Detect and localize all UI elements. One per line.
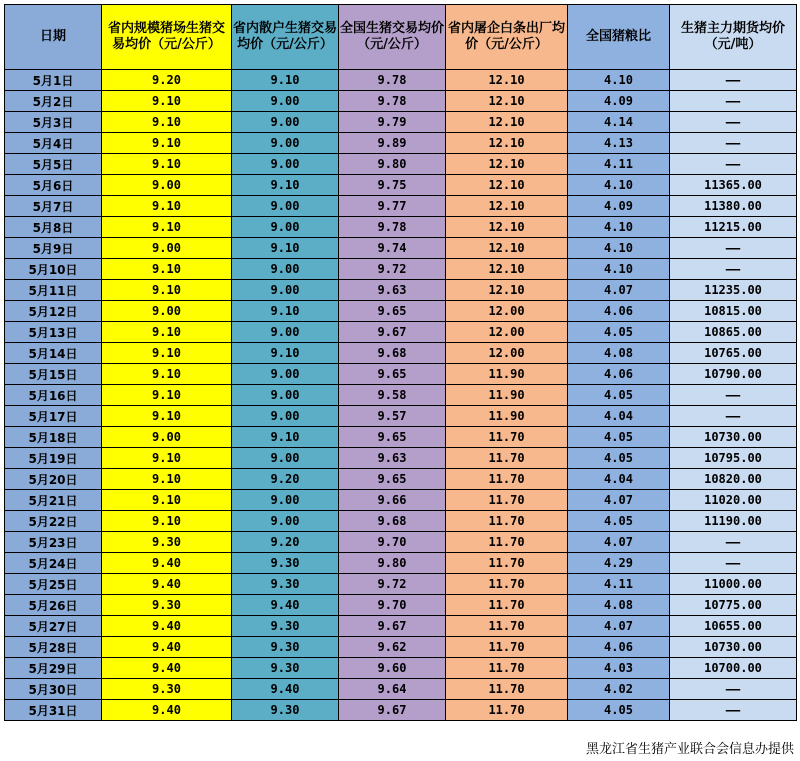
table-row (5, 175, 797, 196)
cell-large-farm-price: 9.40 (102, 658, 232, 679)
cell-national-price: 9.72 (339, 574, 446, 595)
cell-carcass-price: 11.70 (446, 511, 568, 532)
cell-carcass-price: 12.00 (446, 322, 568, 343)
cell-hog-grain-ratio: 4.05 (568, 700, 670, 721)
cell-large-farm-price: 9.40 (102, 553, 232, 574)
cell-large-farm-price: 9.10 (102, 511, 232, 532)
cell-hog-grain-ratio: 4.07 (568, 616, 670, 637)
cell-national-price: 9.65 (339, 469, 446, 490)
cell-futures-price: —— (670, 70, 797, 91)
table-row (5, 700, 797, 721)
cell-futures-price: —— (670, 406, 797, 427)
cell-carcass-price: 12.00 (446, 343, 568, 364)
header-province-smallholder-price: 省内散户生猪交易均价（元/公斤） (232, 5, 339, 70)
cell-national-price: 9.74 (339, 238, 446, 259)
table-row (5, 133, 797, 154)
cell-carcass-price: 12.10 (446, 112, 568, 133)
cell-smallholder-price: 9.00 (232, 133, 339, 154)
cell-smallholder-price: 9.30 (232, 574, 339, 595)
cell-smallholder-price: 9.00 (232, 406, 339, 427)
table-row (5, 112, 797, 133)
cell-date: 5月9日 (5, 238, 102, 259)
cell-date: 5月31日 (5, 700, 102, 721)
cell-carcass-price: 11.90 (446, 406, 568, 427)
header-date: 日期 (5, 5, 102, 70)
cell-hog-grain-ratio: 4.10 (568, 70, 670, 91)
table-row (5, 385, 797, 406)
cell-smallholder-price: 9.40 (232, 595, 339, 616)
table-row (5, 343, 797, 364)
table-row (5, 154, 797, 175)
cell-hog-grain-ratio: 4.07 (568, 280, 670, 301)
cell-date: 5月25日 (5, 574, 102, 595)
table-row (5, 196, 797, 217)
cell-large-farm-price: 9.40 (102, 700, 232, 721)
cell-futures-price: 10795.00 (670, 448, 797, 469)
cell-hog-grain-ratio: 4.05 (568, 385, 670, 406)
cell-carcass-price: 12.10 (446, 133, 568, 154)
cell-hog-grain-ratio: 4.08 (568, 595, 670, 616)
cell-date: 5月26日 (5, 595, 102, 616)
cell-date: 5月20日 (5, 469, 102, 490)
table-row (5, 322, 797, 343)
cell-national-price: 9.79 (339, 112, 446, 133)
source-note: 黑龙江省生猪产业联合会信息办提供 (585, 742, 794, 757)
table-row (5, 259, 797, 280)
cell-date: 5月29日 (5, 658, 102, 679)
cell-smallholder-price: 9.30 (232, 637, 339, 658)
cell-futures-price: 11190.00 (670, 511, 797, 532)
table-row (5, 637, 797, 658)
cell-futures-price: 10815.00 (670, 301, 797, 322)
cell-hog-grain-ratio: 4.05 (568, 511, 670, 532)
cell-futures-price: 11215.00 (670, 217, 797, 238)
cell-national-price: 9.77 (339, 196, 446, 217)
table-row (5, 70, 797, 91)
cell-large-farm-price: 9.30 (102, 595, 232, 616)
cell-date: 5月18日 (5, 427, 102, 448)
cell-carcass-price: 11.70 (446, 700, 568, 721)
table-row (5, 595, 797, 616)
cell-date: 5月6日 (5, 175, 102, 196)
cell-national-price: 9.78 (339, 70, 446, 91)
table-row (5, 364, 797, 385)
cell-national-price: 9.78 (339, 91, 446, 112)
cell-smallholder-price: 9.30 (232, 700, 339, 721)
cell-futures-price: —— (670, 553, 797, 574)
cell-large-farm-price: 9.10 (102, 217, 232, 238)
table-row (5, 301, 797, 322)
cell-hog-grain-ratio: 4.10 (568, 238, 670, 259)
cell-large-farm-price: 9.10 (102, 259, 232, 280)
cell-carcass-price: 11.70 (446, 616, 568, 637)
cell-hog-grain-ratio: 4.10 (568, 217, 670, 238)
cell-date: 5月5日 (5, 154, 102, 175)
cell-hog-grain-ratio: 4.06 (568, 364, 670, 385)
cell-carcass-price: 11.70 (446, 595, 568, 616)
cell-national-price: 9.63 (339, 280, 446, 301)
cell-futures-price: 10765.00 (670, 343, 797, 364)
cell-carcass-price: 12.10 (446, 196, 568, 217)
cell-national-price: 9.68 (339, 511, 446, 532)
cell-large-farm-price: 9.10 (102, 343, 232, 364)
cell-date: 5月23日 (5, 532, 102, 553)
header-futures-price: 生猪主力期货均价（元/吨） (670, 5, 797, 70)
cell-large-farm-price: 9.10 (102, 154, 232, 175)
cell-date: 5月2日 (5, 91, 102, 112)
cell-date: 5月10日 (5, 259, 102, 280)
cell-carcass-price: 12.10 (446, 217, 568, 238)
cell-smallholder-price: 9.30 (232, 616, 339, 637)
cell-futures-price: —— (670, 91, 797, 112)
cell-date: 5月3日 (5, 112, 102, 133)
cell-hog-grain-ratio: 4.09 (568, 196, 670, 217)
cell-smallholder-price: 9.10 (232, 427, 339, 448)
header-hog-grain-ratio: 全国猪粮比 (568, 5, 670, 70)
table-row (5, 217, 797, 238)
cell-smallholder-price: 9.00 (232, 196, 339, 217)
cell-carcass-price: 11.70 (446, 448, 568, 469)
cell-futures-price: 11365.00 (670, 175, 797, 196)
cell-futures-price: 11380.00 (670, 196, 797, 217)
cell-carcass-price: 12.10 (446, 238, 568, 259)
cell-national-price: 9.80 (339, 154, 446, 175)
cell-hog-grain-ratio: 4.11 (568, 154, 670, 175)
cell-date: 5月16日 (5, 385, 102, 406)
cell-futures-price: —— (670, 700, 797, 721)
cell-date: 5月4日 (5, 133, 102, 154)
cell-national-price: 9.89 (339, 133, 446, 154)
cell-futures-price: 10655.00 (670, 616, 797, 637)
cell-date: 5月17日 (5, 406, 102, 427)
cell-hog-grain-ratio: 4.06 (568, 637, 670, 658)
cell-hog-grain-ratio: 4.05 (568, 322, 670, 343)
cell-large-farm-price: 9.40 (102, 616, 232, 637)
cell-date: 5月8日 (5, 217, 102, 238)
cell-smallholder-price: 9.00 (232, 511, 339, 532)
cell-large-farm-price: 9.10 (102, 112, 232, 133)
cell-hog-grain-ratio: 4.02 (568, 679, 670, 700)
cell-national-price: 9.64 (339, 679, 446, 700)
price-table (4, 4, 797, 721)
cell-smallholder-price: 9.40 (232, 679, 339, 700)
cell-national-price: 9.68 (339, 343, 446, 364)
cell-hog-grain-ratio: 4.04 (568, 469, 670, 490)
cell-smallholder-price: 9.00 (232, 280, 339, 301)
cell-date: 5月24日 (5, 553, 102, 574)
cell-hog-grain-ratio: 4.04 (568, 406, 670, 427)
cell-futures-price: 10865.00 (670, 322, 797, 343)
cell-futures-price: 11235.00 (670, 280, 797, 301)
cell-national-price: 9.70 (339, 532, 446, 553)
cell-smallholder-price: 9.00 (232, 154, 339, 175)
cell-futures-price: —— (670, 532, 797, 553)
cell-futures-price: 10700.00 (670, 658, 797, 679)
header-province-large-farm-price: 省内规模猪场生猪交易均价（元/公斤） (102, 5, 232, 70)
cell-hog-grain-ratio: 4.29 (568, 553, 670, 574)
cell-carcass-price: 11.70 (446, 469, 568, 490)
cell-smallholder-price: 9.30 (232, 553, 339, 574)
cell-large-farm-price: 9.10 (102, 322, 232, 343)
cell-carcass-price: 11.70 (446, 574, 568, 595)
cell-carcass-price: 11.70 (446, 490, 568, 511)
cell-carcass-price: 11.70 (446, 658, 568, 679)
cell-smallholder-price: 9.10 (232, 343, 339, 364)
cell-futures-price: —— (670, 238, 797, 259)
cell-futures-price: 10790.00 (670, 364, 797, 385)
cell-large-farm-price: 9.30 (102, 532, 232, 553)
cell-carcass-price: 11.70 (446, 427, 568, 448)
cell-national-price: 9.65 (339, 427, 446, 448)
cell-large-farm-price: 9.10 (102, 385, 232, 406)
cell-large-farm-price: 9.10 (102, 280, 232, 301)
cell-smallholder-price: 9.00 (232, 112, 339, 133)
cell-date: 5月14日 (5, 343, 102, 364)
cell-large-farm-price: 9.10 (102, 406, 232, 427)
cell-date: 5月13日 (5, 322, 102, 343)
cell-date: 5月30日 (5, 679, 102, 700)
cell-hog-grain-ratio: 4.07 (568, 490, 670, 511)
table-row (5, 469, 797, 490)
cell-futures-price: —— (670, 154, 797, 175)
cell-national-price: 9.67 (339, 616, 446, 637)
cell-smallholder-price: 9.00 (232, 385, 339, 406)
cell-hog-grain-ratio: 4.10 (568, 175, 670, 196)
table-row (5, 511, 797, 532)
cell-smallholder-price: 9.10 (232, 301, 339, 322)
cell-large-farm-price: 9.10 (102, 448, 232, 469)
cell-large-farm-price: 9.20 (102, 70, 232, 91)
cell-large-farm-price: 9.40 (102, 574, 232, 595)
cell-hog-grain-ratio: 4.03 (568, 658, 670, 679)
cell-national-price: 9.67 (339, 700, 446, 721)
cell-large-farm-price: 9.10 (102, 469, 232, 490)
cell-large-farm-price: 9.10 (102, 196, 232, 217)
cell-date: 5月27日 (5, 616, 102, 637)
cell-large-farm-price: 9.40 (102, 637, 232, 658)
table-row (5, 532, 797, 553)
table-row (5, 280, 797, 301)
cell-smallholder-price: 9.10 (232, 70, 339, 91)
table-row (5, 91, 797, 112)
cell-large-farm-price: 9.10 (102, 133, 232, 154)
cell-hog-grain-ratio: 4.10 (568, 259, 670, 280)
cell-national-price: 9.60 (339, 658, 446, 679)
cell-national-price: 9.70 (339, 595, 446, 616)
cell-national-price: 9.63 (339, 448, 446, 469)
cell-smallholder-price: 9.20 (232, 469, 339, 490)
cell-hog-grain-ratio: 4.09 (568, 91, 670, 112)
cell-carcass-price: 12.10 (446, 91, 568, 112)
cell-hog-grain-ratio: 4.08 (568, 343, 670, 364)
cell-date: 5月28日 (5, 637, 102, 658)
table-row (5, 448, 797, 469)
cell-large-farm-price: 9.00 (102, 427, 232, 448)
cell-smallholder-price: 9.00 (232, 490, 339, 511)
table-row (5, 616, 797, 637)
cell-smallholder-price: 9.20 (232, 532, 339, 553)
cell-large-farm-price: 9.00 (102, 175, 232, 196)
cell-futures-price: 10775.00 (670, 595, 797, 616)
table-row (5, 238, 797, 259)
table-row (5, 406, 797, 427)
cell-carcass-price: 12.10 (446, 259, 568, 280)
header-row (5, 5, 797, 70)
cell-carcass-price: 11.90 (446, 385, 568, 406)
cell-hog-grain-ratio: 4.11 (568, 574, 670, 595)
cell-date: 5月7日 (5, 196, 102, 217)
cell-smallholder-price: 9.00 (232, 322, 339, 343)
cell-futures-price: 10820.00 (670, 469, 797, 490)
table-body (5, 70, 797, 721)
cell-large-farm-price: 9.30 (102, 679, 232, 700)
cell-smallholder-price: 9.00 (232, 91, 339, 112)
cell-smallholder-price: 9.00 (232, 364, 339, 385)
cell-large-farm-price: 9.10 (102, 91, 232, 112)
header-national-hog-price: 全国生猪交易均价（元/公斤） (339, 5, 446, 70)
cell-national-price: 9.57 (339, 406, 446, 427)
cell-national-price: 9.65 (339, 364, 446, 385)
table-row (5, 490, 797, 511)
cell-date: 5月11日 (5, 280, 102, 301)
cell-national-price: 9.72 (339, 259, 446, 280)
cell-carcass-price: 12.10 (446, 70, 568, 91)
cell-futures-price: —— (670, 679, 797, 700)
cell-carcass-price: 12.10 (446, 175, 568, 196)
header-carcass-exfactory-price: 省内屠企白条出厂均价（元/公斤） (446, 5, 568, 70)
cell-date: 5月15日 (5, 364, 102, 385)
cell-carcass-price: 11.70 (446, 637, 568, 658)
cell-futures-price: 10730.00 (670, 427, 797, 448)
cell-date: 5月1日 (5, 70, 102, 91)
cell-national-price: 9.66 (339, 490, 446, 511)
cell-smallholder-price: 9.00 (232, 259, 339, 280)
cell-large-farm-price: 9.00 (102, 301, 232, 322)
cell-national-price: 9.75 (339, 175, 446, 196)
cell-carcass-price: 12.00 (446, 301, 568, 322)
cell-national-price: 9.62 (339, 637, 446, 658)
cell-futures-price: 11000.00 (670, 574, 797, 595)
cell-large-farm-price: 9.00 (102, 238, 232, 259)
cell-smallholder-price: 9.10 (232, 238, 339, 259)
cell-smallholder-price: 9.30 (232, 658, 339, 679)
cell-national-price: 9.78 (339, 217, 446, 238)
cell-date: 5月21日 (5, 490, 102, 511)
cell-date: 5月19日 (5, 448, 102, 469)
cell-large-farm-price: 9.10 (102, 364, 232, 385)
cell-carcass-price: 12.10 (446, 154, 568, 175)
table-row (5, 427, 797, 448)
cell-smallholder-price: 9.00 (232, 448, 339, 469)
cell-hog-grain-ratio: 4.13 (568, 133, 670, 154)
cell-hog-grain-ratio: 4.05 (568, 427, 670, 448)
cell-smallholder-price: 9.00 (232, 217, 339, 238)
table-row (5, 574, 797, 595)
cell-carcass-price: 11.90 (446, 364, 568, 385)
cell-national-price: 9.58 (339, 385, 446, 406)
cell-carcass-price: 12.10 (446, 280, 568, 301)
cell-carcass-price: 11.70 (446, 679, 568, 700)
table-row (5, 679, 797, 700)
cell-date: 5月22日 (5, 511, 102, 532)
cell-carcass-price: 11.70 (446, 532, 568, 553)
cell-hog-grain-ratio: 4.07 (568, 532, 670, 553)
table-row (5, 553, 797, 574)
cell-futures-price: —— (670, 133, 797, 154)
cell-futures-price: —— (670, 112, 797, 133)
cell-hog-grain-ratio: 4.05 (568, 448, 670, 469)
cell-large-farm-price: 9.10 (102, 490, 232, 511)
cell-hog-grain-ratio: 4.06 (568, 301, 670, 322)
cell-futures-price: —— (670, 259, 797, 280)
cell-national-price: 9.80 (339, 553, 446, 574)
cell-national-price: 9.67 (339, 322, 446, 343)
cell-date: 5月12日 (5, 301, 102, 322)
cell-hog-grain-ratio: 4.14 (568, 112, 670, 133)
cell-carcass-price: 11.70 (446, 553, 568, 574)
cell-smallholder-price: 9.10 (232, 175, 339, 196)
cell-futures-price: —— (670, 385, 797, 406)
table-row (5, 658, 797, 679)
cell-futures-price: 10730.00 (670, 637, 797, 658)
cell-national-price: 9.65 (339, 301, 446, 322)
cell-futures-price: 11020.00 (670, 490, 797, 511)
